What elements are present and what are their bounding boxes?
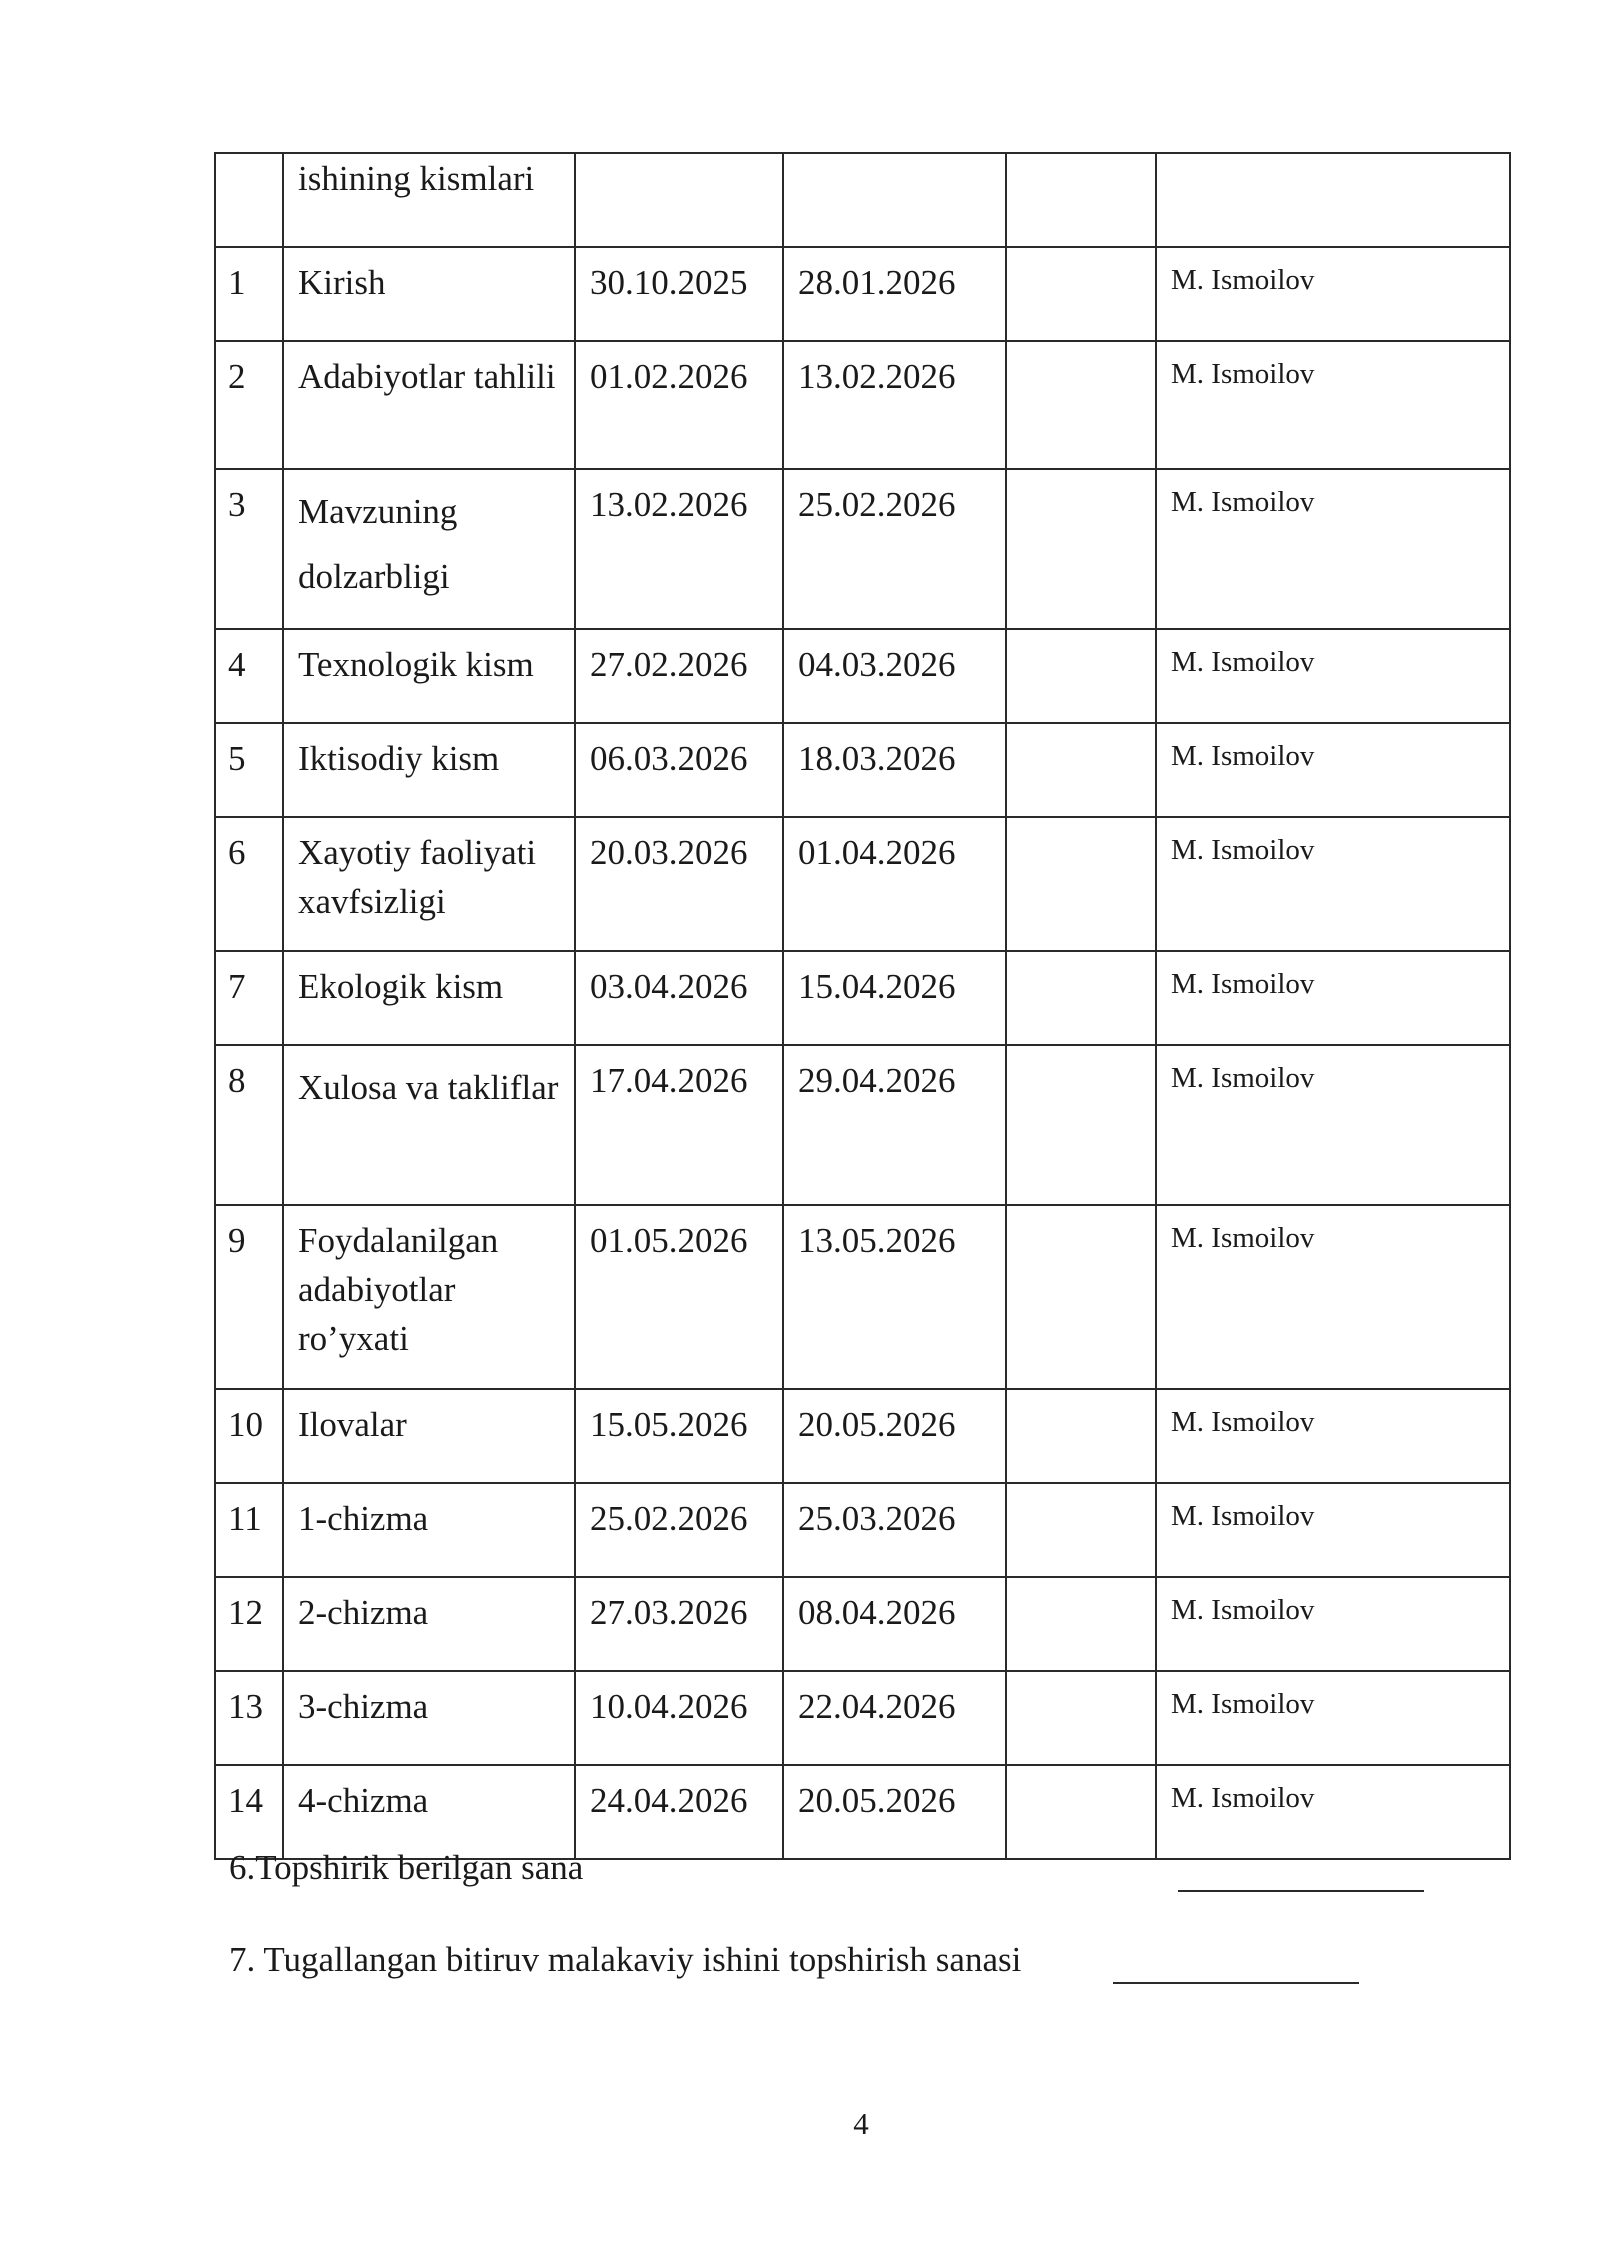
cell-num: 12: [215, 1577, 283, 1671]
cell-responsible: M. Ismoilov: [1156, 1483, 1510, 1577]
footer-line-6: 6.Topshirik berilgan sana: [229, 1848, 584, 1887]
cell-start-date: 20.03.2026: [575, 817, 783, 951]
cell-note: [1006, 817, 1156, 951]
cell-responsible: M. Ismoilov: [1156, 1205, 1510, 1389]
cell-start-date: 13.02.2026: [575, 469, 783, 629]
cell-end-date: 04.03.2026: [783, 629, 1006, 723]
cell-part: Ekologik kism: [283, 951, 575, 1045]
cell-num: 3: [215, 469, 283, 629]
cell-num: 6: [215, 817, 283, 951]
cell-responsible: M. Ismoilov: [1156, 1765, 1510, 1859]
cell-end-date: 13.05.2026: [783, 1205, 1006, 1389]
table-row: [215, 951, 1510, 1045]
cell-num: 4: [215, 629, 283, 723]
footer-line-7-blank: [1113, 1982, 1359, 1984]
cell-start-date: 15.05.2026: [575, 1389, 783, 1483]
cell-responsible: M. Ismoilov: [1156, 951, 1510, 1045]
cell-part: 1-chizma: [283, 1483, 575, 1577]
header-cell-resp: [1156, 153, 1510, 247]
cell-start-date: 03.04.2026: [575, 951, 783, 1045]
table-row: [215, 1765, 1510, 1859]
cell-num: 11: [215, 1483, 283, 1577]
cell-num: 13: [215, 1671, 283, 1765]
footer-line-7: 7. Tugallangan bitiruv malakaviy ishini topshirish sanasi: [229, 1940, 1022, 1979]
cell-num: 14: [215, 1765, 283, 1859]
cell-part: Xayotiy faoliyati xavfsizligi: [283, 817, 575, 951]
header-cell-part: ishining kismlari: [283, 153, 575, 247]
table-row: [215, 1671, 1510, 1765]
cell-responsible: M. Ismoilov: [1156, 247, 1510, 341]
cell-num: 8: [215, 1045, 283, 1205]
table-row: [215, 1205, 1510, 1389]
cell-note: [1006, 1765, 1156, 1859]
cell-part: Foydalanilgan adabiyotlar ro’yxati: [283, 1205, 575, 1389]
cell-note: [1006, 723, 1156, 817]
footer-line-6-blank: [1178, 1890, 1424, 1892]
cell-start-date: 17.04.2026: [575, 1045, 783, 1205]
table-header-row: [215, 153, 1510, 247]
cell-end-date: 08.04.2026: [783, 1577, 1006, 1671]
cell-end-date: 01.04.2026: [783, 817, 1006, 951]
cell-responsible: M. Ismoilov: [1156, 1389, 1510, 1483]
cell-start-date: 10.04.2026: [575, 1671, 783, 1765]
header-cell-start: [575, 153, 783, 247]
cell-end-date: 28.01.2026: [783, 247, 1006, 341]
cell-num: 2: [215, 341, 283, 469]
cell-note: [1006, 1577, 1156, 1671]
cell-num: 7: [215, 951, 283, 1045]
header-cell-num: [215, 153, 283, 247]
cell-start-date: 06.03.2026: [575, 723, 783, 817]
cell-note: [1006, 951, 1156, 1045]
table-row: [215, 817, 1510, 951]
cell-part: 3-chizma: [283, 1671, 575, 1765]
cell-num: 5: [215, 723, 283, 817]
schedule-table: [214, 152, 1511, 1860]
cell-responsible: M. Ismoilov: [1156, 629, 1510, 723]
cell-note: [1006, 1389, 1156, 1483]
cell-note: [1006, 247, 1156, 341]
cell-num: 1: [215, 247, 283, 341]
cell-end-date: 13.02.2026: [783, 341, 1006, 469]
table-row: [215, 1045, 1510, 1205]
cell-num: 9: [215, 1205, 283, 1389]
cell-note: [1006, 629, 1156, 723]
cell-note: [1006, 1483, 1156, 1577]
cell-end-date: 20.05.2026: [783, 1389, 1006, 1483]
cell-note: [1006, 1671, 1156, 1765]
cell-start-date: 25.02.2026: [575, 1483, 783, 1577]
cell-note: [1006, 1045, 1156, 1205]
table-row: [215, 469, 1510, 629]
cell-part: Ilovalar: [283, 1389, 575, 1483]
cell-end-date: 29.04.2026: [783, 1045, 1006, 1205]
table-row: [215, 1577, 1510, 1671]
table-row: [215, 723, 1510, 817]
cell-start-date: 01.05.2026: [575, 1205, 783, 1389]
cell-end-date: 22.04.2026: [783, 1671, 1006, 1765]
header-cell-note: [1006, 153, 1156, 247]
cell-responsible: M. Ismoilov: [1156, 817, 1510, 951]
cell-end-date: 25.03.2026: [783, 1483, 1006, 1577]
cell-part: Adabiyotlar tahlili: [283, 341, 575, 469]
cell-end-date: 20.05.2026: [783, 1765, 1006, 1859]
cell-end-date: 25.02.2026: [783, 469, 1006, 629]
cell-start-date: 01.02.2026: [575, 341, 783, 469]
cell-part: Texnologik kism: [283, 629, 575, 723]
cell-note: [1006, 1205, 1156, 1389]
cell-start-date: 30.10.2025: [575, 247, 783, 341]
cell-responsible: M. Ismoilov: [1156, 723, 1510, 817]
cell-responsible: M. Ismoilov: [1156, 341, 1510, 469]
cell-part: Kirish: [283, 247, 575, 341]
cell-part: 2-chizma: [283, 1577, 575, 1671]
header-cell-end: [783, 153, 1006, 247]
table-row: [215, 341, 1510, 469]
cell-responsible: M. Ismoilov: [1156, 1671, 1510, 1765]
table-row: [215, 1483, 1510, 1577]
cell-start-date: 27.02.2026: [575, 629, 783, 723]
cell-note: [1006, 469, 1156, 629]
table-row: [215, 247, 1510, 341]
cell-end-date: 18.03.2026: [783, 723, 1006, 817]
cell-part: Xulosa va takliflar: [283, 1045, 575, 1205]
table-row: [215, 1389, 1510, 1483]
page-number: 4: [853, 2106, 869, 2141]
cell-part: Iktisodiy kism: [283, 723, 575, 817]
cell-responsible: M. Ismoilov: [1156, 469, 1510, 629]
cell-responsible: M. Ismoilov: [1156, 1045, 1510, 1205]
cell-start-date: 27.03.2026: [575, 1577, 783, 1671]
table-row: [215, 629, 1510, 723]
cell-num: 10: [215, 1389, 283, 1483]
cell-part: 4-chizma: [283, 1765, 575, 1859]
cell-end-date: 15.04.2026: [783, 951, 1006, 1045]
cell-part: Mavzuning dolzarbligi: [283, 469, 575, 629]
cell-responsible: M. Ismoilov: [1156, 1577, 1510, 1671]
cell-start-date: 24.04.2026: [575, 1765, 783, 1859]
cell-note: [1006, 341, 1156, 469]
